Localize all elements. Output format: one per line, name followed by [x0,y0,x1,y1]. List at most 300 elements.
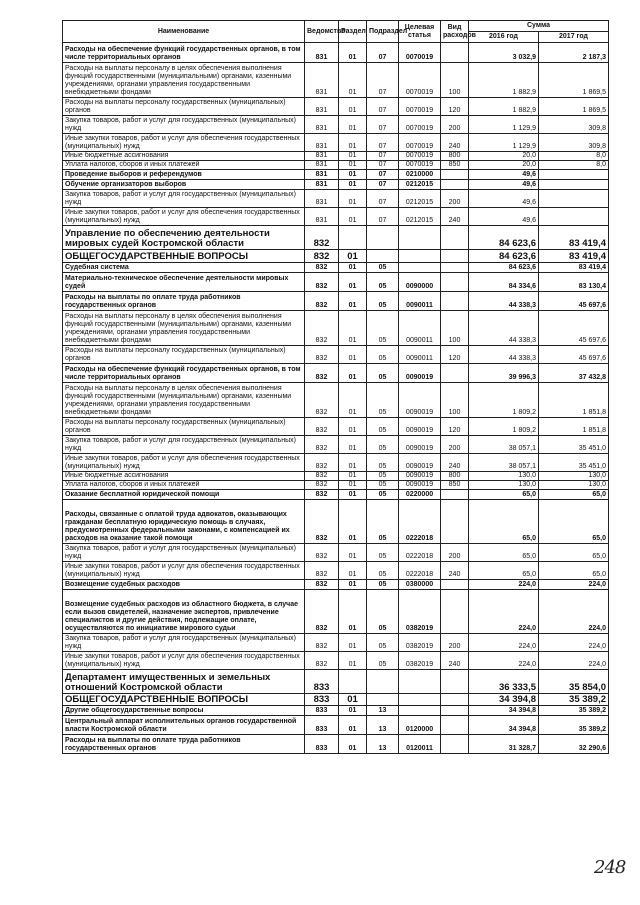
row-vid: 800 [441,472,469,481]
row-celevaya: 0090000 [399,273,441,292]
row-razdel: 01 [339,116,367,134]
row-sum-2017: 309,8 [539,116,609,134]
row-sum-2016: 84 334,6 [469,273,539,292]
row-podrazdel: 05 [367,454,399,472]
row-name: Закупка товаров, работ и услуг для государственных (муниципальных) нужд [63,544,305,562]
table-row [63,490,609,500]
row-podrazdel: 05 [367,490,399,500]
row-name: Расходы на выплаты персоналу в целях обеспечения выполнения функций государственными (муниципальными) органами, казенными учреждениями, органами управления государственными внебюджетными фондами [63,383,305,418]
row-sum-2017: 83 130,4 [539,273,609,292]
row-celevaya: 0090019 [399,364,441,383]
table-row [63,472,609,481]
table-row [63,273,609,292]
row-sum-2016: 39 996,3 [469,364,539,383]
table-row [63,170,609,180]
row-name: Иные закупки товаров, работ и услуг для обеспечения государственных (муниципальных) нужд [63,134,305,152]
row-podrazdel: 05 [367,346,399,364]
table-row [63,263,609,273]
row-razdel: 01 [339,161,367,170]
row-podrazdel: 05 [367,418,399,436]
row-name: Расходы на выплаты персоналу в целях обеспечения выполнения функций государственными (муниципальными) органами, казенными учреждениями, органами управления государственными внебюджетными фондами [63,63,305,98]
row-vedomstvo: 831 [305,152,339,161]
row-sum-2016: 1 809,2 [469,383,539,418]
row-vid: 200 [441,634,469,652]
row-vid [441,490,469,500]
row-vedomstvo: 832 [305,544,339,562]
row-vedomstvo: 832 [305,500,339,544]
row-vid: 800 [441,152,469,161]
row-sum-2017 [539,180,609,190]
row-name: ОБЩЕГОСУДАРСТВЕННЫЕ ВОПРОСЫ [63,250,305,263]
row-sum-2017: 1 869,5 [539,63,609,98]
row-name: Судебная система [63,263,305,273]
row-celevaya: 0090011 [399,311,441,346]
row-sum-2016: 44 338,3 [469,346,539,364]
row-vedomstvo: 832 [305,226,339,250]
table-row [63,735,609,754]
row-vid [441,43,469,63]
row-vedomstvo: 833 [305,670,339,694]
row-vedomstvo: 832 [305,454,339,472]
row-razdel: 01 [339,190,367,208]
row-vid: 200 [441,190,469,208]
header-name: Наименование [63,21,305,43]
row-sum-2016: 1 129,9 [469,116,539,134]
row-vid: 850 [441,481,469,490]
header-celevaya: Целевая статья [399,21,441,43]
row-sum-2016: 31 328,7 [469,735,539,754]
row-vid: 240 [441,134,469,152]
row-name: Расходы на обеспечение функций государственных органов, в том числе территориальных органов [63,43,305,63]
row-celevaya: 0222018 [399,562,441,580]
table-row [63,190,609,208]
row-vedomstvo: 833 [305,716,339,735]
header-summa: Сумма [469,21,609,32]
row-vedomstvo: 831 [305,43,339,63]
row-vid: 850 [441,161,469,170]
row-podrazdel: 13 [367,706,399,716]
row-vid: 200 [441,116,469,134]
row-name: Закупка товаров, работ и услуг для государственных (муниципальных) нужд [63,116,305,134]
row-podrazdel: 07 [367,63,399,98]
table-row [63,694,609,706]
row-celevaya: 0382019 [399,590,441,634]
row-name: Расходы на выплаты по оплате труда работников государственных органов [63,292,305,311]
table-row [63,454,609,472]
row-sum-2016: 20,0 [469,152,539,161]
row-razdel: 01 [339,634,367,652]
row-name: Уплата налогов, сборов и иных платежей [63,161,305,170]
table-row [63,670,609,694]
row-sum-2016: 65,0 [469,490,539,500]
row-razdel: 01 [339,98,367,116]
row-sum-2017: 8,0 [539,152,609,161]
row-razdel: 01 [339,273,367,292]
table-row [63,364,609,383]
row-vedomstvo: 832 [305,250,339,263]
row-vid: 200 [441,544,469,562]
row-vid: 240 [441,562,469,580]
row-name: Материально-техническое обеспечение деятельности мировых судей [63,273,305,292]
row-vedomstvo: 832 [305,292,339,311]
header-podrazdel: Подраздел [367,21,399,43]
row-name: Расходы на выплаты персоналу государственных (муниципальных) органов [63,98,305,116]
row-vid: 240 [441,454,469,472]
row-celevaya: 0070019 [399,98,441,116]
table-row [63,43,609,63]
row-sum-2017: 35 451,0 [539,454,609,472]
row-razdel: 01 [339,500,367,544]
row-podrazdel: 05 [367,273,399,292]
row-podrazdel [367,694,399,706]
row-razdel: 01 [339,364,367,383]
table-row [63,716,609,735]
row-vid: 240 [441,208,469,226]
row-podrazdel: 07 [367,43,399,63]
row-sum-2016: 130,0 [469,472,539,481]
row-name: Возмещение судебных расходов [63,580,305,590]
row-celevaya [399,670,441,694]
header-2016: 2016 год [469,32,539,43]
table-row [63,226,609,250]
row-celevaya: 0090011 [399,292,441,311]
row-sum-2017: 8,0 [539,161,609,170]
row-celevaya: 0070019 [399,134,441,152]
row-razdel: 01 [339,454,367,472]
row-razdel: 01 [339,180,367,190]
row-vid [441,250,469,263]
row-podrazdel: 05 [367,544,399,562]
row-sum-2017: 83 419,4 [539,250,609,263]
row-razdel: 01 [339,706,367,716]
row-sum-2016: 20,0 [469,161,539,170]
row-vid: 240 [441,652,469,670]
table-row [63,134,609,152]
row-sum-2016: 49,6 [469,190,539,208]
row-sum-2016: 65,0 [469,544,539,562]
row-razdel: 01 [339,418,367,436]
table-row [63,152,609,161]
row-vid [441,580,469,590]
row-vedomstvo: 832 [305,346,339,364]
row-vid [441,292,469,311]
table-row [63,500,609,544]
row-sum-2017: 1 851,8 [539,418,609,436]
row-podrazdel: 05 [367,580,399,590]
row-razdel: 01 [339,481,367,490]
row-podrazdel: 05 [367,383,399,418]
row-razdel: 01 [339,436,367,454]
row-vedomstvo: 831 [305,161,339,170]
header-razdel: Раздел [339,21,367,43]
row-celevaya: 0070019 [399,116,441,134]
row-name: Иные закупки товаров, работ и услуг для обеспечения государственных (муниципальных) нужд [63,652,305,670]
row-sum-2016: 3 032,9 [469,43,539,63]
row-vedomstvo: 832 [305,383,339,418]
row-sum-2016: 224,0 [469,580,539,590]
table-row [63,436,609,454]
row-razdel: 01 [339,170,367,180]
row-razdel: 01 [339,208,367,226]
table-row [63,250,609,263]
row-name: Расходы на выплаты по оплате труда работников государственных органов [63,735,305,754]
row-celevaya: 0090011 [399,346,441,364]
row-name: ОБЩЕГОСУДАРСТВЕННЫЕ ВОПРОСЫ [63,694,305,706]
row-sum-2016: 1 809,2 [469,418,539,436]
row-name: Управление по обеспечению деятельности мировых судей Костромской области [63,226,305,250]
table-row [63,63,609,98]
row-sum-2017: 83 419,4 [539,226,609,250]
row-name: Иные бюджетные ассигнования [63,152,305,161]
row-name: Закупка товаров, работ и услуг для государственных (муниципальных) нужд [63,436,305,454]
row-vedomstvo: 832 [305,418,339,436]
budget-table [62,20,609,754]
row-razdel: 01 [339,152,367,161]
row-sum-2016: 44 338,3 [469,311,539,346]
row-podrazdel: 05 [367,562,399,580]
row-name: Иные закупки товаров, работ и услуг для обеспечения государственных (муниципальных) нужд [63,208,305,226]
row-vedomstvo: 832 [305,364,339,383]
row-name: Возмещение судебных расходов из областного бюджета, в случае если вызов свидетелей, назначение экспертов, привлечение специалистов и другие действия, подлежащие оплате, осуществляются по инициативе мирового судьи [63,590,305,634]
row-razdel: 01 [339,292,367,311]
row-podrazdel: 05 [367,652,399,670]
row-sum-2016: 84 623,6 [469,250,539,263]
row-sum-2017: 309,8 [539,134,609,152]
row-vid [441,590,469,634]
row-name: Закупка товаров, работ и услуг для государственных (муниципальных) нужд [63,634,305,652]
table-row [63,311,609,346]
row-vedomstvo: 832 [305,590,339,634]
row-name: Оказание бесплатной юридической помощи [63,490,305,500]
row-sum-2017: 224,0 [539,634,609,652]
row-celevaya: 0090019 [399,436,441,454]
row-vedomstvo: 832 [305,273,339,292]
row-sum-2016: 34 394,8 [469,716,539,735]
row-vid [441,364,469,383]
row-podrazdel [367,226,399,250]
row-celevaya: 0070019 [399,63,441,98]
budget-table-sheet [62,20,608,754]
row-razdel: 01 [339,562,367,580]
row-sum-2016: 49,6 [469,170,539,180]
row-vid [441,716,469,735]
row-sum-2016: 84 623,6 [469,226,539,250]
row-name: Проведение выборов и референдумов [63,170,305,180]
row-podrazdel: 07 [367,152,399,161]
row-vedomstvo: 832 [305,436,339,454]
row-podrazdel: 05 [367,364,399,383]
row-name: Расходы на выплаты персоналу государственных (муниципальных) органов [63,418,305,436]
table-row [63,116,609,134]
row-sum-2017: 224,0 [539,652,609,670]
row-vedomstvo: 831 [305,180,339,190]
row-sum-2017: 65,0 [539,562,609,580]
table-row [63,562,609,580]
table-row [63,590,609,634]
row-podrazdel: 13 [367,716,399,735]
row-name: Расходы на обеспечение функций государственных органов, в том числе территориальных органов [63,364,305,383]
row-sum-2016: 1 882,9 [469,98,539,116]
row-razdel: 01 [339,43,367,63]
row-vid [441,170,469,180]
row-razdel: 01 [339,250,367,263]
row-celevaya: 0090019 [399,418,441,436]
row-sum-2016: 36 333,5 [469,670,539,694]
row-celevaya: 0212015 [399,208,441,226]
row-sum-2016: 224,0 [469,590,539,634]
row-razdel: 01 [339,263,367,273]
row-podrazdel: 07 [367,116,399,134]
row-sum-2017: 1 851,8 [539,383,609,418]
row-name: Центральный аппарат исполнительных органов государственной власти Костромской области [63,716,305,735]
row-celevaya: 0382019 [399,634,441,652]
row-celevaya: 0070019 [399,43,441,63]
row-sum-2017: 65,0 [539,544,609,562]
row-sum-2017: 65,0 [539,500,609,544]
row-name: Закупка товаров, работ и услуг для государственных (муниципальных) нужд [63,190,305,208]
row-podrazdel: 07 [367,161,399,170]
row-razdel: 01 [339,134,367,152]
row-celevaya: 0090019 [399,383,441,418]
row-vid [441,273,469,292]
row-podrazdel: 05 [367,436,399,454]
row-celevaya [399,694,441,706]
row-sum-2016: 34 394,8 [469,706,539,716]
row-sum-2017: 224,0 [539,590,609,634]
row-celevaya: 0380000 [399,580,441,590]
row-vedomstvo: 832 [305,311,339,346]
table-row [63,652,609,670]
row-sum-2017: 130,0 [539,472,609,481]
row-name: Департамент имущественных и земельных отношений Костромской области [63,670,305,694]
row-podrazdel: 07 [367,134,399,152]
header-vedomstvo: Ведомство [305,21,339,43]
header-vid: Вид расходов [441,21,469,43]
row-celevaya: 0212015 [399,180,441,190]
row-celevaya: 0070019 [399,161,441,170]
row-vedomstvo: 831 [305,98,339,116]
row-celevaya: 0090019 [399,481,441,490]
row-vedomstvo: 831 [305,63,339,98]
row-razdel: 01 [339,694,367,706]
table-row [63,208,609,226]
row-celevaya: 0120000 [399,716,441,735]
row-razdel: 01 [339,346,367,364]
row-name: Другие общегосударственные вопросы [63,706,305,716]
table-row [63,481,609,490]
row-sum-2017: 37 432,8 [539,364,609,383]
row-sum-2016: 1 129,9 [469,134,539,152]
row-sum-2016: 84 623,6 [469,263,539,273]
row-sum-2017: 35 389,2 [539,694,609,706]
row-vedomstvo: 831 [305,208,339,226]
row-razdel: 01 [339,652,367,670]
row-podrazdel: 05 [367,500,399,544]
row-podrazdel: 05 [367,263,399,273]
table-row [63,580,609,590]
row-razdel [339,226,367,250]
row-vid [441,694,469,706]
row-sum-2016: 38 057,1 [469,436,539,454]
row-podrazdel: 07 [367,180,399,190]
row-celevaya [399,706,441,716]
row-name: Иные закупки товаров, работ и услуг для обеспечения государственных (муниципальных) нужд [63,562,305,580]
row-celevaya: 0090019 [399,454,441,472]
table-row [63,706,609,716]
row-name: Расходы, связанные с оплатой труда адвокатов, оказывающих гражданам бесплатную юридическую помощь в случаях, предусмотренных федеральными законами, с компенсацией их расходов на оказание такой помощи [63,500,305,544]
row-vedomstvo: 832 [305,490,339,500]
table-row [63,180,609,190]
row-name: Иные бюджетные ассигнования [63,472,305,481]
row-vid: 100 [441,311,469,346]
table-row [63,634,609,652]
row-vedomstvo: 832 [305,580,339,590]
row-vid: 200 [441,436,469,454]
row-sum-2016: 34 394,8 [469,694,539,706]
row-podrazdel: 13 [367,735,399,754]
table-row [63,292,609,311]
row-vid [441,706,469,716]
row-celevaya: 0210000 [399,170,441,180]
row-vedomstvo: 832 [305,634,339,652]
row-vid [441,226,469,250]
row-vedomstvo: 832 [305,562,339,580]
row-sum-2016: 1 882,9 [469,63,539,98]
row-vid: 120 [441,98,469,116]
row-name: Обучение организаторов выборов [63,180,305,190]
row-podrazdel: 05 [367,634,399,652]
table-row [63,98,609,116]
row-razdel: 01 [339,490,367,500]
row-razdel: 01 [339,311,367,346]
row-vedomstvo: 831 [305,170,339,180]
row-razdel: 01 [339,383,367,418]
row-celevaya [399,250,441,263]
row-sum-2017: 45 697,6 [539,292,609,311]
row-celevaya [399,226,441,250]
row-celevaya: 0220000 [399,490,441,500]
row-sum-2016: 224,0 [469,634,539,652]
row-vedomstvo: 832 [305,481,339,490]
row-sum-2016: 65,0 [469,500,539,544]
row-name: Расходы на выплаты персоналу в целях обеспечения выполнения функций государственными (муниципальными) органами, казенными учреждениями, органами управления государственными внебюджетными фондами [63,311,305,346]
row-sum-2016: 130,0 [469,481,539,490]
row-vid [441,735,469,754]
row-vedomstvo: 833 [305,735,339,754]
row-podrazdel: 05 [367,472,399,481]
row-podrazdel: 07 [367,190,399,208]
row-vid [441,263,469,273]
row-sum-2017 [539,208,609,226]
row-sum-2017: 224,0 [539,580,609,590]
row-sum-2016: 44 338,3 [469,292,539,311]
row-vedomstvo: 833 [305,706,339,716]
row-celevaya: 0222018 [399,500,441,544]
page-number: 248 [594,857,626,878]
row-sum-2017 [539,170,609,180]
row-vedomstvo: 833 [305,694,339,706]
row-podrazdel: 05 [367,292,399,311]
row-sum-2016: 49,6 [469,180,539,190]
row-podrazdel [367,250,399,263]
row-sum-2017: 130,0 [539,481,609,490]
row-podrazdel: 05 [367,311,399,346]
row-razdel: 01 [339,472,367,481]
table-row [63,346,609,364]
row-razdel: 01 [339,580,367,590]
row-vid [441,180,469,190]
row-sum-2017: 2 187,3 [539,43,609,63]
